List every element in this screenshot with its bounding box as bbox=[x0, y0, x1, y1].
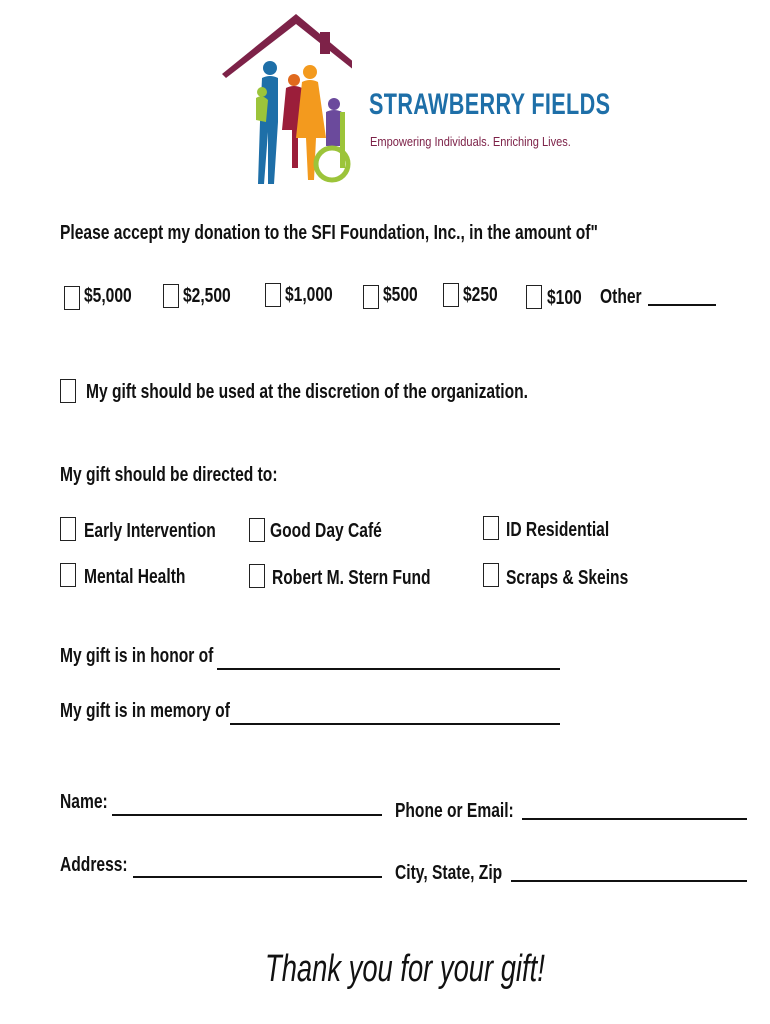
scraps-skeins-checkbox[interactable] bbox=[483, 563, 499, 587]
intro-text: Please accept my donation to the SFI Foundation, Inc., in the amount of" bbox=[60, 222, 598, 244]
logo-family-house-icon bbox=[222, 12, 352, 192]
amount-1000-checkbox[interactable] bbox=[265, 283, 281, 307]
scraps-skeins-label: Scraps & Skeins bbox=[506, 567, 629, 589]
good-day-cafe-label: Good Day Café bbox=[270, 520, 382, 542]
amount-500-label: $500 bbox=[383, 284, 418, 306]
id-residential-checkbox[interactable] bbox=[483, 516, 499, 540]
amount-5000-label: $5,000 bbox=[84, 285, 132, 307]
phone-email-label: Phone or Email: bbox=[395, 800, 514, 822]
discretion-checkbox[interactable] bbox=[60, 379, 76, 403]
name-field[interactable] bbox=[112, 814, 382, 816]
mental-health-checkbox[interactable] bbox=[60, 563, 76, 587]
directed-heading: My gift should be directed to: bbox=[60, 464, 278, 486]
amount-1000-label: $1,000 bbox=[285, 284, 333, 306]
discretion-label: My gift should be used at the discretion of the organization. bbox=[86, 381, 529, 403]
honor-field[interactable] bbox=[217, 668, 560, 670]
address-field[interactable] bbox=[133, 876, 382, 878]
thank-you-message: Thank you for your gift! bbox=[265, 948, 545, 990]
amount-100-checkbox[interactable] bbox=[526, 285, 542, 309]
amount-250-checkbox[interactable] bbox=[443, 283, 459, 307]
early-intervention-label: Early Intervention bbox=[84, 520, 216, 542]
brand-name: STRAWBERRY FIELDS bbox=[369, 88, 611, 121]
phone-email-field[interactable] bbox=[522, 818, 747, 820]
name-label: Name: bbox=[60, 791, 108, 813]
amount-100-label: $100 bbox=[547, 287, 582, 309]
amount-2500-checkbox[interactable] bbox=[163, 284, 179, 308]
robert-stern-fund-checkbox[interactable] bbox=[249, 564, 265, 588]
mental-health-label: Mental Health bbox=[84, 566, 186, 588]
city-state-zip-label: City, State, Zip bbox=[395, 862, 503, 884]
other-amount-field[interactable] bbox=[648, 304, 716, 306]
honor-label: My gift is in honor of bbox=[60, 645, 214, 667]
memory-label: My gift is in memory of bbox=[60, 700, 230, 722]
address-label: Address: bbox=[60, 854, 128, 876]
amount-5000-checkbox[interactable] bbox=[64, 286, 80, 310]
logo bbox=[222, 12, 352, 197]
robert-stern-fund-label: Robert M. Stern Fund bbox=[272, 567, 431, 589]
city-state-zip-field[interactable] bbox=[511, 880, 747, 882]
amount-2500-label: $2,500 bbox=[183, 285, 231, 307]
memory-field[interactable] bbox=[230, 723, 560, 725]
good-day-cafe-checkbox[interactable] bbox=[249, 518, 265, 542]
id-residential-label: ID Residential bbox=[506, 519, 610, 541]
amount-250-label: $250 bbox=[463, 284, 498, 306]
other-amount-label: Other bbox=[600, 286, 642, 308]
early-intervention-checkbox[interactable] bbox=[60, 517, 76, 541]
amount-500-checkbox[interactable] bbox=[363, 285, 379, 309]
brand-tagline: Empowering Individuals. Enriching Lives. bbox=[370, 134, 571, 149]
